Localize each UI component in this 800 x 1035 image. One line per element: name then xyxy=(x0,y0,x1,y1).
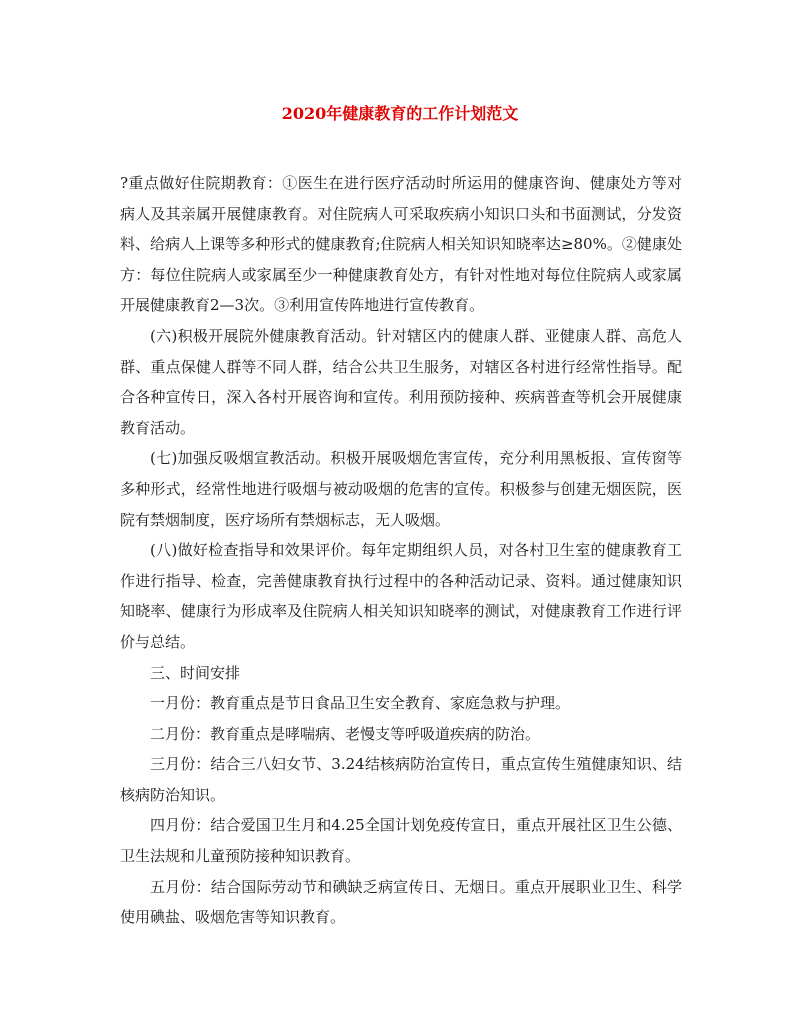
paragraph-outpatient-activities: (六)积极开展院外健康教育活动。针对辖区内的健康人群、亚健康人群、高危人群、重点保健人群等不同人群，结合公共卫生服务，对辖区各村进行经常性指导。配合各种宣传日，深入各村开展咨询和宣传。利用预防接种、疾病普查等机会开展健康教育活动。 xyxy=(120,326,682,437)
document-title: 2020年健康教育的工作计划范文 xyxy=(281,104,519,123)
paragraph-january: 一月份：教育重点是节日食品卫生安全教育、家庭急救与护理。 xyxy=(150,694,571,713)
section-heading-schedule: 三、时间安排 xyxy=(150,663,241,682)
paragraph-march: 三月份：结合三八妇女节、3.24结核病防治宣传日，重点宣传生殖健康知识、结核病防治知识。 xyxy=(120,755,682,804)
paragraph-anti-smoking: (七)加强反吸烟宣教活动。积极开展吸烟危害宣传，充分利用黑板报、宣传窗等多种形式，经常性地进行吸烟与被动吸烟的危害的宣传。积极参与创建无烟医院，医院有禁烟制度，医疗场所有禁烟标志，无人吸烟。 xyxy=(120,449,682,529)
paragraph-february: 二月份：教育重点是哮喘病、老慢支等呼吸道疾病的防治。 xyxy=(150,724,541,743)
paragraph-april: 四月份：结合爱国卫生月和4.25全国计划免疫传宣日，重点开展社区卫生公德、卫生法规和儿童预防接种知识教育。 xyxy=(120,816,682,866)
document-body xyxy=(120,168,682,933)
paragraph-evaluation: (八)做好检查指导和效果评价。每年定期组织人员，对各村卫生室的健康教育工作进行指导、检查，完善健康教育执行过程中的各种活动记录、资料。通过健康知识知晓率、健康行为形成率及住院病人相关知识知晓率的测试，对健康教育工作进行评价与总结。 xyxy=(120,541,682,651)
paragraph-may: 五月份：结合国际劳动节和碘缺乏病宣传日、无烟日。重点开展职业卫生、科学使用碘盐、吸烟危害等知识教育。 xyxy=(120,877,682,927)
paragraph-inpatient-education: ?重点做好住院期教育：①医生在进行医疗活动时所运用的健康咨询、健康处方等对病人及其亲属开展健康教育。对住院病人可采取疾病小知识口头和书面测试，分发资料、给病人上课等多种形式的健康教育;住院病人相关知识知晓率达≥80%。②健康处方：每位住院病人或家属至少一种健康教育处方，有针对性地对每位住院病人或家属开展健康教育2—3次。③利用宣传阵地进行宣传教育。 xyxy=(120,174,682,315)
